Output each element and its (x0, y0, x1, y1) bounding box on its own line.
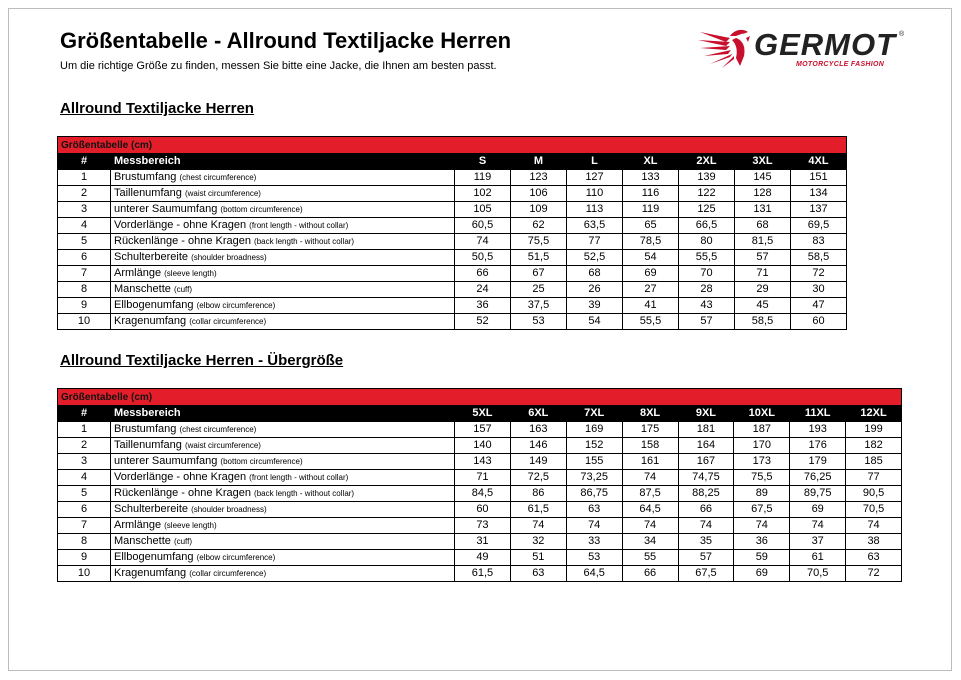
measurement-name: Manschette (114, 535, 171, 547)
size-value: 52 (455, 314, 511, 330)
size-value: 123 (511, 170, 567, 186)
size-value: 70 (679, 266, 735, 282)
size-value: 33 (566, 534, 622, 550)
size-value: 65 (623, 218, 679, 234)
size-value: 41 (623, 298, 679, 314)
size-value: 167 (678, 454, 734, 470)
row-number: 9 (58, 550, 111, 566)
measurement-label (111, 234, 455, 250)
table-row (58, 170, 847, 186)
measurement-name: unterer Saumumfang (114, 203, 218, 215)
size-value: 53 (511, 314, 567, 330)
header-size: L (567, 154, 623, 170)
measurement-english: (elbow circumference) (196, 301, 276, 310)
measurement-name: Ellbogenumfang (114, 299, 194, 311)
measurement-english: (front length - without collar) (249, 221, 349, 230)
size-value: 74 (510, 518, 566, 534)
size-value: 37 (790, 534, 846, 550)
row-number: 4 (58, 470, 111, 486)
measurement-label (111, 266, 455, 282)
size-value: 170 (734, 438, 790, 454)
size-value: 69,5 (791, 218, 847, 234)
measurement-english: (cuff) (173, 285, 193, 294)
size-value: 68 (735, 218, 791, 234)
size-value: 75,5 (511, 234, 567, 250)
table-row (58, 266, 847, 282)
measurement-label (111, 438, 455, 454)
size-value: 51 (510, 550, 566, 566)
table-row (58, 486, 902, 502)
row-number: 10 (58, 566, 111, 582)
size-value: 106 (511, 186, 567, 202)
size-value: 57 (679, 314, 735, 330)
size-value: 27 (623, 282, 679, 298)
table-row (58, 218, 847, 234)
size-value: 157 (455, 422, 511, 438)
size-value: 67,5 (678, 566, 734, 582)
size-value: 70,5 (790, 566, 846, 582)
size-value: 88,25 (678, 486, 734, 502)
header-size: 11XL (790, 406, 846, 422)
size-value: 36 (455, 298, 511, 314)
measurement-name: Schulterbereite (114, 251, 188, 263)
header-size: 9XL (678, 406, 734, 422)
size-value: 105 (455, 202, 511, 218)
size-value: 66,5 (679, 218, 735, 234)
measurement-name: Brustumfang (114, 423, 177, 435)
section-title-standard: Allround Textiljacke Herren (60, 100, 254, 117)
size-value: 31 (455, 534, 511, 550)
size-value: 77 (846, 470, 902, 486)
size-value: 179 (790, 454, 846, 470)
measurement-name: Kragenumfang (114, 315, 187, 327)
size-value: 29 (735, 282, 791, 298)
size-value: 137 (791, 202, 847, 218)
row-number: 1 (58, 170, 111, 186)
row-number: 8 (58, 282, 111, 298)
page-subtitle: Um die richtige Größe zu finden, messen Sie bitte eine Jacke, die Ihnen am besten passt. (60, 60, 497, 72)
measurement-label (111, 298, 455, 314)
table-row (58, 566, 902, 582)
size-value: 74 (734, 518, 790, 534)
header-size: 12XL (846, 406, 902, 422)
measurement-name: Rückenlänge - ohne Kragen (114, 487, 251, 499)
measurement-name: Brustumfang (114, 171, 177, 183)
row-number: 2 (58, 186, 111, 202)
size-value: 74,75 (678, 470, 734, 486)
measurement-english: (waist circumference) (184, 189, 261, 198)
table-row (58, 534, 902, 550)
size-value: 38 (846, 534, 902, 550)
size-value: 71 (735, 266, 791, 282)
header-number: # (58, 154, 111, 170)
measurement-name: Schulterbereite (114, 503, 188, 515)
header-size: XL (623, 154, 679, 170)
measurement-label (111, 550, 455, 566)
header-size: 2XL (679, 154, 735, 170)
size-value: 134 (791, 186, 847, 202)
size-value: 66 (622, 566, 678, 582)
size-value: 47 (791, 298, 847, 314)
size-value: 145 (735, 170, 791, 186)
table-caption-row (58, 137, 847, 154)
page-title: Größentabelle - Allround Textiljacke Herren (60, 28, 512, 53)
size-value: 35 (678, 534, 734, 550)
header-size: S (455, 154, 511, 170)
row-number: 7 (58, 266, 111, 282)
size-value: 51,5 (511, 250, 567, 266)
table-row (58, 438, 902, 454)
row-number: 6 (58, 502, 111, 518)
size-value: 185 (846, 454, 902, 470)
size-value: 161 (622, 454, 678, 470)
header-size: 10XL (734, 406, 790, 422)
size-value: 75,5 (734, 470, 790, 486)
size-value: 74 (790, 518, 846, 534)
measurement-name: unterer Saumumfang (114, 455, 218, 467)
size-value: 102 (455, 186, 511, 202)
measurement-english: (elbow circumference) (196, 553, 276, 562)
size-value: 57 (678, 550, 734, 566)
size-value: 163 (510, 422, 566, 438)
table-row (58, 298, 847, 314)
size-value: 60 (791, 314, 847, 330)
table-caption-row (58, 389, 902, 406)
size-value: 37,5 (511, 298, 567, 314)
size-value: 90,5 (846, 486, 902, 502)
table-row (58, 470, 902, 486)
size-value: 62 (511, 218, 567, 234)
header-size: 3XL (735, 154, 791, 170)
size-table-oversize (57, 388, 902, 582)
size-value: 122 (679, 186, 735, 202)
size-value: 77 (567, 234, 623, 250)
size-value: 39 (567, 298, 623, 314)
section-title-oversize: Allround Textiljacke Herren - Übergröße (60, 352, 344, 369)
table-row (58, 234, 847, 250)
size-value: 43 (679, 298, 735, 314)
size-value: 57 (735, 250, 791, 266)
size-value: 74 (566, 518, 622, 534)
size-value: 164 (678, 438, 734, 454)
size-value: 67 (511, 266, 567, 282)
row-number: 5 (58, 234, 111, 250)
size-value: 63 (846, 550, 902, 566)
measurement-english: (chest circumference) (179, 425, 257, 434)
size-value: 80 (679, 234, 735, 250)
size-value: 67,5 (734, 502, 790, 518)
size-value: 127 (567, 170, 623, 186)
measurement-english: (front length - without collar) (249, 473, 349, 482)
size-value: 61,5 (510, 502, 566, 518)
size-value: 50,5 (455, 250, 511, 266)
table-row (58, 282, 847, 298)
size-value: 125 (679, 202, 735, 218)
measurement-label (111, 186, 455, 202)
measurement-english: (sleeve length) (164, 269, 217, 278)
size-value: 193 (790, 422, 846, 438)
size-value: 72 (791, 266, 847, 282)
size-value: 76,25 (790, 470, 846, 486)
size-value: 58,5 (735, 314, 791, 330)
registered-mark: ® (899, 31, 905, 38)
header-size: 4XL (791, 154, 847, 170)
size-value: 63 (566, 502, 622, 518)
size-value: 71 (455, 470, 511, 486)
size-value: 34 (622, 534, 678, 550)
size-value: 24 (455, 282, 511, 298)
row-number: 8 (58, 534, 111, 550)
size-value: 55,5 (623, 314, 679, 330)
measurement-label (111, 282, 455, 298)
measurement-label (111, 486, 455, 502)
row-number: 6 (58, 250, 111, 266)
table-row (58, 202, 847, 218)
size-value: 60,5 (455, 218, 511, 234)
size-value: 63,5 (567, 218, 623, 234)
table-row (58, 518, 902, 534)
size-value: 63 (510, 566, 566, 582)
size-value: 53 (566, 550, 622, 566)
table-caption: Größentabelle (cm) (58, 137, 847, 154)
size-value: 89 (734, 486, 790, 502)
table-header-row (58, 154, 847, 170)
size-value: 131 (735, 202, 791, 218)
row-number: 3 (58, 202, 111, 218)
size-value: 61,5 (455, 566, 511, 582)
size-value: 60 (455, 502, 511, 518)
size-value: 74 (678, 518, 734, 534)
measurement-english: (back length - without collar) (254, 237, 355, 246)
size-value: 69 (790, 502, 846, 518)
header-size: 6XL (510, 406, 566, 422)
measurement-label (111, 170, 455, 186)
size-value: 64,5 (566, 566, 622, 582)
measurement-name: Vorderlänge - ohne Kragen (114, 219, 247, 231)
size-value: 54 (623, 250, 679, 266)
size-value: 110 (567, 186, 623, 202)
size-value: 119 (455, 170, 511, 186)
size-value: 182 (846, 438, 902, 454)
table-row (58, 314, 847, 330)
table-body (58, 422, 902, 582)
header-size: 5XL (455, 406, 511, 422)
size-value: 109 (511, 202, 567, 218)
size-value: 54 (567, 314, 623, 330)
size-value: 146 (510, 438, 566, 454)
eagle-logo-icon (696, 26, 756, 70)
size-value: 113 (567, 202, 623, 218)
row-number: 2 (58, 438, 111, 454)
measurement-name: Vorderlänge - ohne Kragen (114, 471, 247, 483)
size-value: 52,5 (567, 250, 623, 266)
size-value: 69 (734, 566, 790, 582)
row-number: 1 (58, 422, 111, 438)
size-value: 72 (846, 566, 902, 582)
measurement-english: (bottom circumference) (220, 205, 303, 214)
row-number: 9 (58, 298, 111, 314)
table-row (58, 502, 902, 518)
table-row (58, 454, 902, 470)
measurement-label (111, 470, 455, 486)
size-value: 36 (734, 534, 790, 550)
size-value: 133 (623, 170, 679, 186)
size-value: 55 (622, 550, 678, 566)
table-header-row (58, 406, 902, 422)
size-value: 69 (623, 266, 679, 282)
row-number: 3 (58, 454, 111, 470)
size-value: 181 (678, 422, 734, 438)
size-value: 30 (791, 282, 847, 298)
measurement-label (111, 454, 455, 470)
row-number: 5 (58, 486, 111, 502)
size-value: 25 (511, 282, 567, 298)
measurement-english: (collar circumference) (189, 317, 267, 326)
size-value: 173 (734, 454, 790, 470)
size-value: 152 (566, 438, 622, 454)
measurement-label (111, 422, 455, 438)
measurement-label (111, 314, 455, 330)
size-value: 81,5 (735, 234, 791, 250)
size-value: 28 (679, 282, 735, 298)
measurement-label (111, 502, 455, 518)
measurement-name: Kragenumfang (114, 567, 187, 579)
header-number: # (58, 406, 111, 422)
size-value: 119 (623, 202, 679, 218)
header-size: M (511, 154, 567, 170)
logo-tagline: MOTORCYCLE FASHION (796, 61, 885, 68)
measurement-english: (chest circumference) (179, 173, 257, 182)
size-value: 74 (455, 234, 511, 250)
measurement-english: (shoulder broadness) (191, 505, 267, 514)
size-value: 139 (679, 170, 735, 186)
table-body (58, 170, 847, 330)
size-table-standard (57, 136, 847, 330)
size-value: 155 (566, 454, 622, 470)
size-value: 74 (622, 470, 678, 486)
size-value: 149 (510, 454, 566, 470)
size-value: 87,5 (622, 486, 678, 502)
logo-wordmark: GERMOT (754, 27, 897, 62)
germot-logo (696, 26, 908, 70)
size-value: 74 (846, 518, 902, 534)
size-value: 49 (455, 550, 511, 566)
size-value: 78,5 (623, 234, 679, 250)
size-value: 66 (455, 266, 511, 282)
table-row (58, 186, 847, 202)
header-measurement: Messbereich (111, 154, 455, 170)
measurement-english: (sleeve length) (164, 521, 217, 530)
size-value: 32 (510, 534, 566, 550)
size-value: 74 (622, 518, 678, 534)
row-number: 4 (58, 218, 111, 234)
measurement-label (111, 250, 455, 266)
size-value: 70,5 (846, 502, 902, 518)
measurement-english: (back length - without collar) (254, 489, 355, 498)
measurement-english: (waist circumference) (184, 441, 261, 450)
size-value: 143 (455, 454, 511, 470)
measurement-name: Rückenlänge - ohne Kragen (114, 235, 251, 247)
table-row (58, 250, 847, 266)
size-value: 58,5 (791, 250, 847, 266)
size-value: 61 (790, 550, 846, 566)
size-value: 169 (566, 422, 622, 438)
size-value: 128 (735, 186, 791, 202)
size-value: 176 (790, 438, 846, 454)
measurement-name: Armlänge (114, 519, 162, 531)
measurement-english: (collar circumference) (189, 569, 267, 578)
size-value: 26 (567, 282, 623, 298)
size-value: 66 (678, 502, 734, 518)
size-value: 59 (734, 550, 790, 566)
measurement-name: Ellbogenumfang (114, 551, 194, 563)
measurement-label (111, 566, 455, 582)
size-value: 158 (622, 438, 678, 454)
header-measurement: Messbereich (111, 406, 455, 422)
size-value: 140 (455, 438, 511, 454)
size-value: 199 (846, 422, 902, 438)
table-caption: Größentabelle (cm) (58, 389, 902, 406)
size-value: 86 (510, 486, 566, 502)
measurement-label (111, 202, 455, 218)
size-value: 187 (734, 422, 790, 438)
header-size: 8XL (622, 406, 678, 422)
size-value: 72,5 (510, 470, 566, 486)
measurement-name: Manschette (114, 283, 171, 295)
measurement-name: Armlänge (114, 267, 162, 279)
size-value: 73,25 (566, 470, 622, 486)
size-value: 73 (455, 518, 511, 534)
size-value: 84,5 (455, 486, 511, 502)
measurement-name: Taillenumfang (114, 439, 182, 451)
measurement-label (111, 534, 455, 550)
size-value: 175 (622, 422, 678, 438)
size-value: 64,5 (622, 502, 678, 518)
size-value: 55,5 (679, 250, 735, 266)
measurement-name: Taillenumfang (114, 187, 182, 199)
measurement-label (111, 218, 455, 234)
size-value: 83 (791, 234, 847, 250)
size-value: 89,75 (790, 486, 846, 502)
size-value: 151 (791, 170, 847, 186)
header-size: 7XL (566, 406, 622, 422)
measurement-english: (cuff) (173, 537, 193, 546)
measurement-english: (bottom circumference) (220, 457, 303, 466)
table-row (58, 422, 902, 438)
size-value: 86,75 (566, 486, 622, 502)
size-value: 68 (567, 266, 623, 282)
table-row (58, 550, 902, 566)
size-value: 116 (623, 186, 679, 202)
size-value: 45 (735, 298, 791, 314)
row-number: 7 (58, 518, 111, 534)
measurement-label (111, 518, 455, 534)
measurement-english: (shoulder broadness) (191, 253, 267, 262)
row-number: 10 (58, 314, 111, 330)
